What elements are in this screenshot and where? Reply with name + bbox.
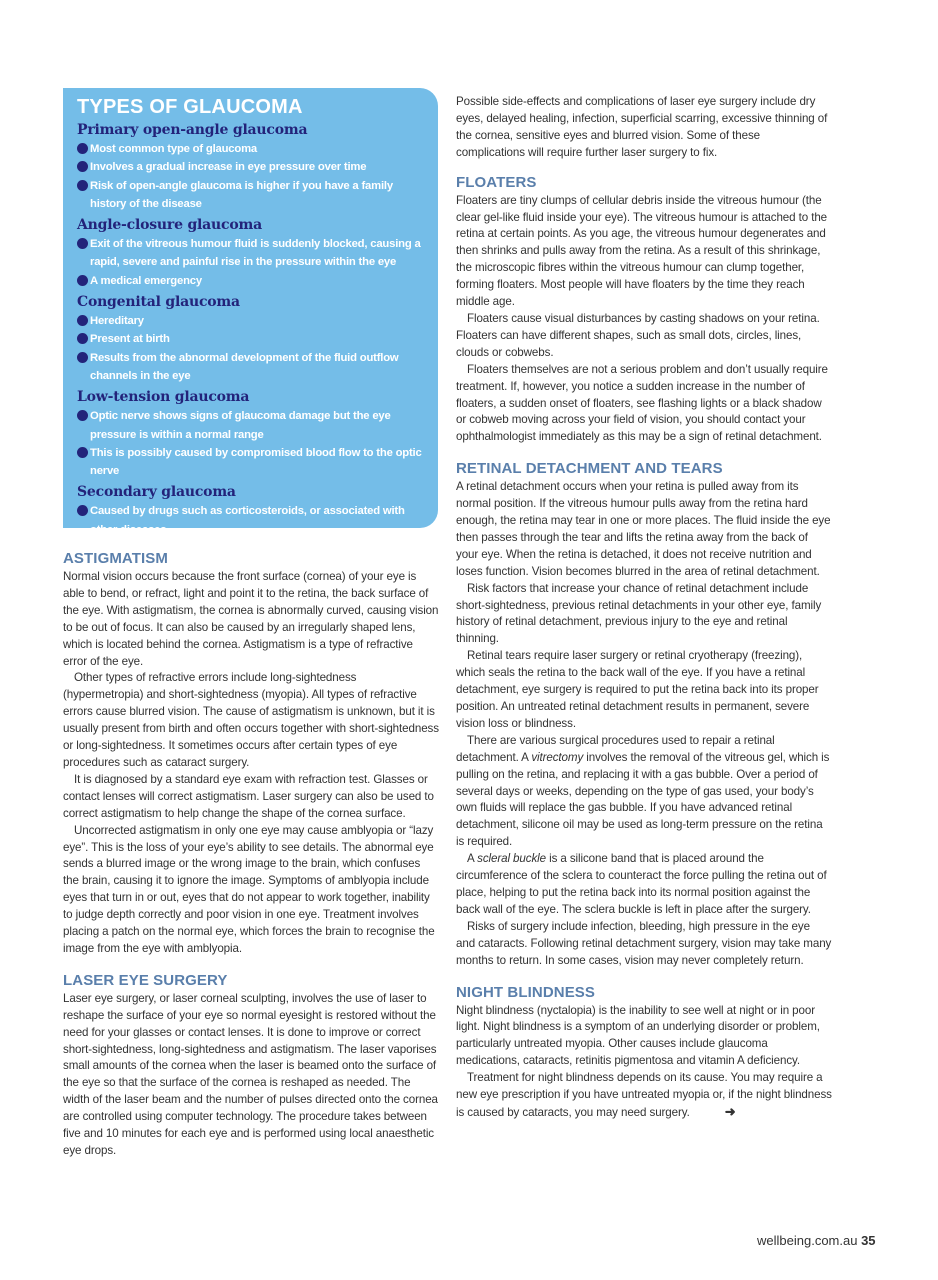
- section-heading: ASTIGMATISM: [63, 550, 168, 567]
- page-number: 35: [861, 1233, 876, 1248]
- body-paragraph: Risk factors that increase your chance of retinal detachment include short-sightedness, previous retinal detachments in your other eye, family history of retinal detachment, previous injury to the eye and retinal thinning.: [456, 581, 822, 646]
- section-heading: FLOATERS: [456, 173, 537, 191]
- bullet-list: [77, 502, 428, 539]
- body-paragraph: Normal vision occurs because the front surface (cornea) of your eye is able to bend, or refract, light and point it to the retina, the back surface of the eye. With astigmatism, the cornea is abnormally curved, causing vision to be out of focus. It can also be caused by an irregularly shaped lens, which is located behind the cornea. Astigmatism is a type of refractive error of the eye.: [63, 570, 439, 668]
- section-heading: NIGHT BLINDNESS: [456, 983, 596, 1001]
- right-column: [456, 94, 832, 1122]
- box-title: TYPES OF GLAUCOMA: [77, 96, 303, 118]
- bullet-list: [77, 312, 428, 385]
- bullet-text: Results from the abnormal development of the fluid outflow channels in the eye: [90, 351, 399, 382]
- bullet-dot-icon: [77, 447, 88, 458]
- box-subheading: Congenital glaucoma: [77, 294, 240, 311]
- bullet-dot-icon: [77, 275, 88, 286]
- body-paragraph: A scleral buckle is a silicone band that is placed around the circumference of the sclera to counteract the force pulling the retina out of place, helping to put the retina back into its normal position against the back wall of the eye. The sclera buckle is left in place after the surgery.: [456, 852, 827, 916]
- bullet-item: [77, 349, 428, 386]
- bullet-text: Hereditary: [90, 315, 144, 328]
- bullet-text: Involves a gradual increase in eye pressure over time: [90, 161, 367, 174]
- body-paragraph: Night blindness (nyctalopia) is the inability to see well at night or in poor light. Night blindness is a symptom of an underlying disorder or problem, particularly untreated myopia. Other causes include glaucoma medications, cataracts, retinitis pigmentosa and vitamin A deficiency.: [456, 1003, 820, 1068]
- continue-arrow-icon: ➜: [724, 1103, 736, 1119]
- body-paragraph: A retinal detachment occurs when your retina is pulled away from its normal position. If the vitreous humour pulls away from the retina hard enough, the retina may tear in one or more places. The fluid inside the eye then passes through the tear and lifts the retina away from the back of your eye. When the retina is detached, it does not receive nutrition and loses function. Vision becomes blurred in the area of retinal detachment.: [456, 480, 831, 578]
- laser-intro-paragraph: Possible side-effects and complications of laser eye surgery include dry eyes, delayed healing, infection, superficial scarring, excessive thinning of the cornea, sensitive eyes and blurred vision. Some of these complications will require further laser surgery to fix.: [456, 95, 828, 159]
- bullet-list: [77, 407, 428, 480]
- bullet-text: Caused by drugs such as corticosteroids, or associated with other diseases: [90, 505, 405, 536]
- box-subheading: Primary open-angle glaucoma: [77, 122, 308, 138]
- bullet-item: [77, 330, 428, 348]
- body-paragraph: Floaters cause visual disturbances by casting shadows on your retina. Floaters can have different shapes, such as small dots, circles, lines, clouds or cobwebs.: [456, 311, 820, 359]
- bullet-dot-icon: [77, 333, 88, 344]
- bullet-dot-icon: [77, 180, 88, 191]
- article-section: [63, 550, 439, 958]
- bullet-item: [77, 444, 428, 481]
- body-paragraph: Uncorrected astigmatism in only one eye may cause amblyopia or “lazy eye”. This is the loss of your eye’s ability to see details. The abnormal eye sends a blurred image or the wrong image to the brain, which confuses the brain, causing it to ignore the image. Symptoms of amblyopia include eyes that turn in or out, eyes that do not appear to work together, inability to judge depth correctly and poor vision in one eye. Treatment involves placing a patch on the normal eye, which forces the brain to recognise the image from the eye with amblyopia.: [63, 823, 435, 955]
- bullet-dot-icon: [77, 505, 88, 516]
- bullet-text: This is possibly caused by compromised blood flow to the optic nerve: [90, 446, 422, 478]
- footer-site: wellbeing.com.au: [757, 1233, 858, 1248]
- body-paragraph: It is diagnosed by a standard eye exam with refraction test. Glasses or contact lenses will correct astigmatism. Laser surgery can also be used to correct astigmatism to help change the shape of the cornea surface.: [63, 772, 434, 820]
- bullet-item: [77, 235, 428, 272]
- bullet-list: [77, 140, 428, 213]
- bullet-dot-icon: [77, 143, 88, 154]
- bullet-item: [77, 502, 428, 539]
- bullet-text: Present at birth: [90, 333, 170, 346]
- body-paragraph: Floaters are tiny clumps of cellular debris inside the vitreous humour (the clear gel-like fluid inside your eye). The vitreous humour is attached to the retina at certain points. As you age, the vitreous humour degenerates and then shrinks and pulls away from the retina. As a result of this shrinkage, the microscopic fibres within the vitreous humour can clump together, forming floaters. Most people will have floaters by the time they reach middle age.: [456, 193, 828, 309]
- body-paragraph: Other types of refractive errors include long-sightedness (hypermetropia) and short-sightedness (myopia). All types of refractive errors cause blurred vision. The cause of astigmatism is unknown, but it is usually present from birth and often occurs together with short-sightedness or long-sightedness. It sometimes occurs after certain types of eye procedures such as cataract surgery.: [63, 671, 439, 769]
- body-paragraph: Laser eye surgery, or laser corneal sculpting, involves the use of laser to reshape the surface of your eye so normal eyesight is restored without the need for your glasses or contact lenses. It is done to improve or correct short-sightedness, long-sightedness and astigmatism. The laser vaporises small amounts of the cornea when the laser is beamed onto the surface of the eye so that the surface of the cornea is reshaped as needed. The width of the laser beam and the number of pulses directed onto the cornea are controlled using computer technology. The procedure takes between five and 10 minutes for each eye and is performed using local anaesthetic eye drops.: [63, 991, 438, 1157]
- bullet-dot-icon: [77, 161, 88, 172]
- bullet-text: A medical emergency: [90, 274, 202, 287]
- box-subheading: Low-tension glaucoma: [77, 389, 250, 406]
- bullet-text: Optic nerve shows signs of glaucoma damage but the eye pressure is within a normal range: [90, 410, 391, 441]
- page-footer: [757, 1233, 876, 1248]
- bullet-item: [77, 158, 428, 176]
- body-paragraph: Risks of surgery include infection, bleeding, high pressure in the eye and cataracts. Following retinal detachment surgery, vision may take many months to return. In some cases, vision may never completely return.: [456, 919, 832, 967]
- article-section: [456, 984, 832, 1122]
- article-section: [456, 174, 832, 447]
- bullet-list: [77, 235, 428, 290]
- bullet-item: [77, 407, 428, 444]
- bullet-dot-icon: [77, 238, 88, 249]
- bullet-dot-icon: [77, 315, 88, 326]
- bullet-item: [77, 140, 428, 158]
- left-column: [63, 88, 439, 1160]
- body-paragraph: Retinal tears require laser surgery or retinal cryotherapy (freezing), which seals the retina to the back wall of the eye. If you have a retinal detachment, eye surgery is required to put the retina back into its proper position. An untreated retinal detachment results in permanent, severe vision loss or blindness.: [456, 649, 819, 730]
- body-paragraph: There are various surgical procedures used to repair a retinal detachment. A vitrectomy involves the removal of the vitreous gel, which is pulling on the retina, and replacing it with a gas bubble. Over a period of several days or weeks, depending on the type of gas used, your body’s own fluids will replace the gas bubble. If you have advanced retinal detachment, silicone oil may be used as long-term pressure on the retina is required.: [456, 733, 830, 849]
- box-subheading: Angle-closure glaucoma: [77, 217, 262, 234]
- body-paragraph: Treatment for night blindness depends on its cause. You may require a new eye prescription if you have untreated myopia or, if the night blindness is caused by cataracts, you may need surgery. ➜: [456, 1071, 832, 1119]
- glaucoma-types-box: [63, 88, 438, 536]
- bullet-text: Risk of open-angle glaucoma is higher if you have a family history of the disease: [90, 179, 393, 210]
- bullet-item: [77, 272, 428, 290]
- article-section: [456, 460, 832, 969]
- bullet-dot-icon: [77, 410, 88, 421]
- bullet-dot-icon: [77, 352, 88, 363]
- section-heading: RETINAL DETACHMENT AND TEARS: [456, 460, 723, 478]
- bullet-text: Exit of the vitreous humour fluid is suddenly blocked, causing a rapid, severe and painful rise in the pressure within the eye: [90, 238, 421, 269]
- bullet-text: Most common type of glaucoma: [90, 143, 258, 155]
- bullet-item: [77, 177, 428, 214]
- body-paragraph: Floaters themselves are not a serious problem and don’t usually require treatment. If, however, you notice a sudden increase in the number of floaters, a sudden onset of floaters, see flashing lights or a black shadow or cobweb moving across your field of vision, you should contact your ophthalmologist immediately as this may be a sign of retinal detachment.: [456, 362, 828, 444]
- bullet-item: [77, 312, 428, 330]
- section-heading: LASER EYE SURGERY: [63, 971, 228, 989]
- article-section: [63, 972, 439, 1160]
- box-subheading: Secondary glaucoma: [77, 484, 236, 501]
